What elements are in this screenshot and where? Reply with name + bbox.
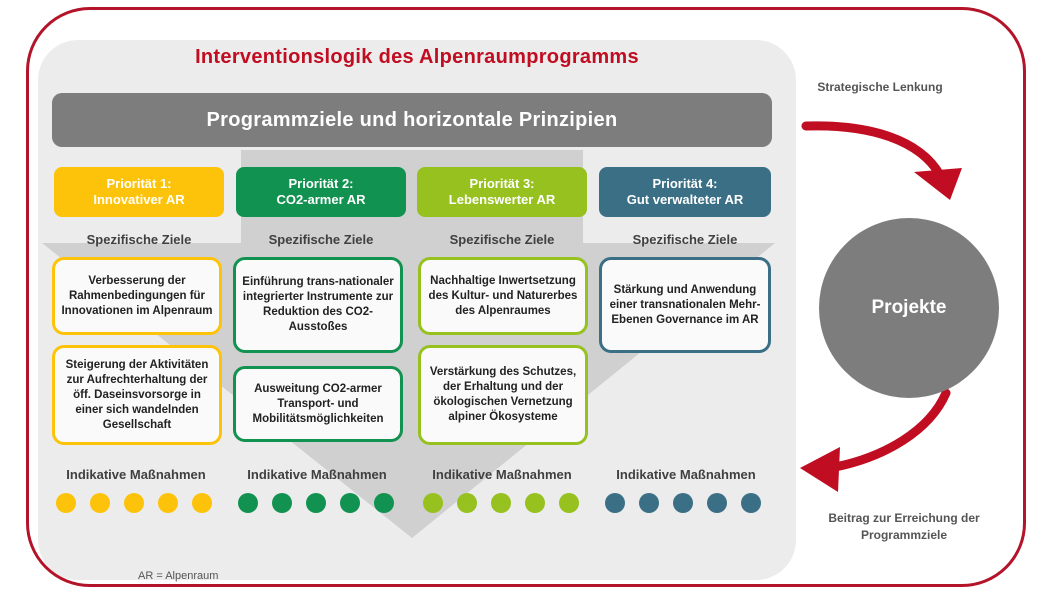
objective-box: Verbesserung der Rahmenbedingungen für Innovationen im Alpenraum [52, 257, 222, 335]
objective-box: Steigerung der Aktivitäten zur Aufrechterhaltung der öff. Daseinsvorsorge in einer sich wandelnden Gesellschaft [52, 345, 222, 445]
contribution-arrow [830, 393, 946, 468]
measures-heading: Indikative Maßnahmen [432, 467, 572, 482]
priority-name: Gut verwalteter AR [626, 192, 744, 207]
priority-name: Innovativer AR [93, 192, 185, 207]
strategic-steering-label: Strategische Lenkung [817, 80, 943, 94]
specific-goals-heading: Spezifische Ziele [449, 232, 555, 247]
projects-circle: Projekte [819, 218, 999, 398]
priority-label: Priorität 3: [469, 176, 535, 191]
objective-box: Stärkung und Anwendung einer transnationalen Mehr-Ebenen Governance im AR [599, 257, 771, 353]
contribution-arrowhead [800, 447, 840, 492]
strategic-steering-arrowhead [914, 168, 962, 200]
objective-box: Ausweitung CO2-armer Transport- und Mobilitätsmöglichkeiten [233, 366, 403, 442]
specific-goals-heading: Spezifische Ziele [86, 232, 192, 247]
strategic-steering-arrow [806, 126, 940, 175]
priority-name: Lebenswerter AR [448, 192, 556, 207]
measures-heading: Indikative Maßnahmen [66, 467, 206, 482]
footnote: AR = Alpenraum [138, 570, 219, 582]
measures-heading: Indikative Maßnahmen [247, 467, 387, 482]
objective-box: Einführung trans-nationaler integrierter Instrumente zur Reduktion des CO2-Ausstoßes [233, 257, 403, 353]
priority-label: Priorität 4: [652, 176, 718, 191]
specific-goals-heading: Spezifische Ziele [632, 232, 738, 247]
diagram-title: Interventionslogik des Alpenraumprogramms [195, 46, 639, 68]
contribution-label: Beitrag zur Erreichung der Programmziele [828, 511, 980, 542]
objective-box: Nachhaltige Inwertsetzung des Kultur- und Naturerbes des Alpenraumes [418, 257, 588, 335]
objective-box: Verstärkung des Schutzes, der Erhaltung und der ökologischen Vernetzung alpiner Ökosysteme [418, 345, 588, 445]
program-goals-bar: Programmziele und horizontale Prinzipien [52, 93, 772, 147]
priority-label: Priorität 1: [106, 176, 172, 191]
specific-goals-heading: Spezifische Ziele [268, 232, 374, 247]
priority-name: CO2-armer AR [276, 192, 366, 207]
measures-heading: Indikative Maßnahmen [616, 467, 756, 482]
priority-label: Priorität 2: [288, 176, 354, 191]
